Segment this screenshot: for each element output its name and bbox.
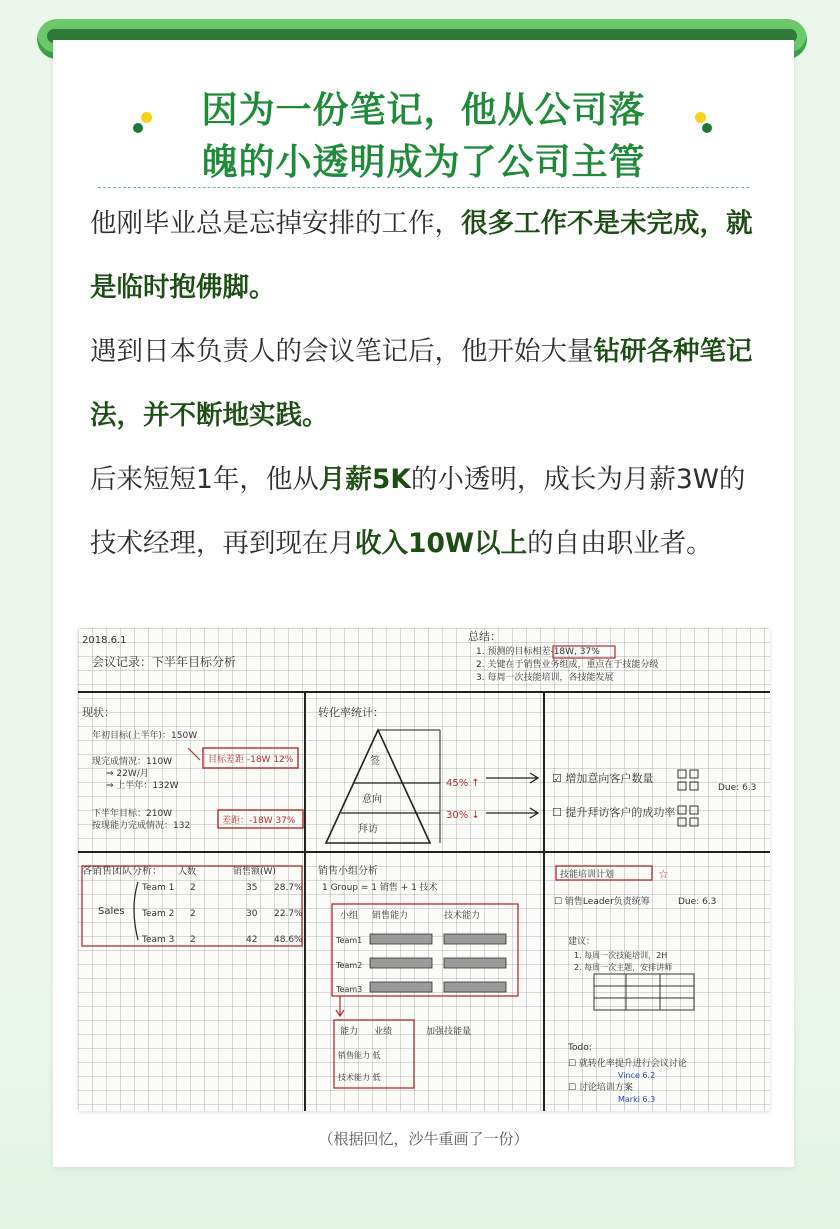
- notebook-status-line: ⇒ 上半年：132W: [106, 781, 179, 791]
- notebook-team-cell: 30: [246, 909, 258, 919]
- notebook-arrow: [486, 808, 538, 818]
- notebook-summary-item: 2. 关键在于销售业务组成，重点在于技能分级: [476, 660, 659, 670]
- paragraph-3-highlight-income: 收入10W以上: [355, 528, 528, 559]
- notebook-conversion-title: 转化率统计：: [318, 706, 384, 719]
- notebook-group-note: 1 Group = 1 销售 + 1 技术: [322, 883, 438, 893]
- article-body: [90, 192, 770, 576]
- notebook-pyramid-label: 意向: [362, 794, 382, 805]
- notebook-status-line: 下半年目标：210W: [92, 809, 173, 819]
- notebook-group-row-label: Team3: [336, 985, 363, 994]
- notebook-training-title: 技能培训计划: [560, 870, 615, 880]
- notebook-gap-1: 目标差距 -18W 12%: [208, 755, 294, 765]
- notebook-team-cell: Team 2: [142, 909, 175, 919]
- notebook-pyramid: [326, 730, 430, 843]
- notebook-group-header: 小组: [340, 911, 359, 921]
- notebook-training-item: ☐ 销售Leader负责统筹: [554, 897, 650, 907]
- notebook-todo-owner: Marki 6.3: [618, 1095, 656, 1104]
- notebook-ability-header: 业绩: [374, 1027, 393, 1037]
- notebook-group-bars: [370, 934, 506, 992]
- notebook-team-cell: 28.7%: [274, 883, 303, 893]
- notebook-todo-owner: Vince 6.2: [618, 1071, 656, 1080]
- notebook-due: Due: 6.3: [718, 783, 757, 793]
- notebook-pyramid-label: 拜访: [358, 824, 378, 835]
- notebook-arrow: [336, 996, 344, 1016]
- star-icon: ☆: [658, 867, 669, 881]
- notebook-team-cell: Team 1: [142, 883, 175, 893]
- dashed-divider: [98, 187, 749, 188]
- notebook-sketch: [78, 628, 770, 1111]
- paragraph-2-highlight: 钻研各种笔记法，并不断地实践。: [90, 336, 753, 431]
- notebook-team-cell: 48.6%: [274, 935, 303, 945]
- notebook-date: 2018.6.1: [82, 635, 127, 646]
- notebook-team-cell: 2: [190, 909, 196, 919]
- notebook-todo-item: ☐ 讨论培训方案: [568, 1083, 633, 1093]
- notebook-training-due: Due: 6.3: [678, 897, 717, 907]
- notebook-action: ☑ 增加意向客户数量: [552, 772, 654, 785]
- paragraph-2-text: 遇到日本负责人的会议笔记后，他开始大量: [90, 336, 594, 367]
- notebook-pyramid-label: 签: [370, 756, 380, 767]
- notebook-team-cell: 35: [246, 883, 258, 893]
- notebook-status-line: 按现能力完成情况：132: [92, 821, 191, 831]
- page-title: [53, 85, 794, 189]
- notebook-status-line: 年初目标(上半年)：150W: [92, 731, 198, 741]
- notebook-ability-row: 技术能力 低: [338, 1073, 381, 1082]
- notebook-suggest-line: 2. 每周一次主题，安排讲师: [574, 963, 673, 972]
- notebook-gap-2: 差距：-18W 37%: [222, 816, 296, 826]
- notebook-percent: 45% ↑: [446, 778, 480, 789]
- notebook-suggest-title: 建议：: [568, 937, 596, 947]
- paragraph-3-text-a: 后来短短1年，他从: [90, 464, 319, 495]
- notebook-mini-table: [594, 974, 694, 1010]
- paragraph-3: [90, 448, 770, 576]
- notebook-ability-row: 销售能力 低: [338, 1051, 381, 1060]
- notebook-group-rows: [335, 936, 362, 994]
- paragraph-3-text-c: 的自由职业者。: [527, 528, 713, 559]
- notebook-team-header: 人数: [178, 867, 197, 877]
- notebook-summary-item: 1. 预测的目标相差-18W, 37%: [476, 647, 600, 657]
- title-line-1: 因为一份笔记，他从公司落: [201, 90, 646, 131]
- notebook-todo-title: Todo:: [568, 1043, 592, 1053]
- notebook-team-cell: 22.7%: [274, 909, 303, 919]
- notebook-team-rows: [141, 883, 303, 945]
- notebook-arrow: [188, 748, 200, 760]
- notebook-status-title: 现状：: [82, 706, 115, 719]
- notebook-group-title: 销售小组分析: [318, 866, 378, 877]
- notebook-group-header: 销售能力: [372, 911, 409, 921]
- notebook-team-cell: Team 3: [142, 935, 175, 945]
- paragraph-3-highlight-salary: 月薪5K: [318, 464, 411, 495]
- notebook-team-cell: 2: [190, 935, 196, 945]
- notebook-team-title: 各销售团队分析：: [82, 866, 162, 877]
- image-caption: （根据回忆，沙牛重画了一份）: [318, 1130, 529, 1148]
- notebook-suggest-line: 1. 每周一次技能培训，2H: [574, 951, 668, 960]
- notebook-group-row-label: Team1: [336, 936, 363, 945]
- notebook-ability-header: 能力: [340, 1027, 359, 1037]
- notebook-action: ☐ 提升拜访客户的成功率: [552, 806, 676, 819]
- notebook-todo-item: ☐ 就转化率提升进行会议讨论: [568, 1059, 687, 1069]
- paragraph-1: [90, 192, 770, 320]
- notebook-photo: [78, 628, 770, 1111]
- notebook-percent: 30% ↓: [446, 810, 480, 821]
- notebook-brace: [134, 882, 138, 940]
- paragraph-1-highlight: 很多工作不是未完成，就是临时抱佛脚。: [90, 208, 753, 303]
- notebook-summary-item: 3. 每周一次技能培训，各技能发展: [476, 673, 614, 683]
- notebook-meeting-title: 会议记录：下半年目标分析: [92, 655, 237, 669]
- notebook-group-row-label: Team2: [336, 961, 363, 970]
- notebook-status-line: ⇒ 22W/月: [106, 769, 149, 779]
- notebook-doodle-boxes: [678, 770, 698, 826]
- paragraph-3-text-b: 的小透明，成长为月薪3W的技术经理，再到现在月: [90, 464, 746, 559]
- notebook-group-header: 技术能力: [444, 911, 481, 921]
- paragraph-1-text: 他刚毕业总是忘掉安排的工作，: [90, 208, 461, 239]
- notebook-team-cell: 42: [246, 935, 258, 945]
- paragraph-2: [90, 320, 770, 448]
- notebook-status-line: 现完成情况：110W: [92, 757, 173, 767]
- article-card: [53, 40, 794, 1167]
- notebook-arrow: [486, 773, 538, 783]
- title-line-2: 魄的小透明成为了公司主管: [201, 142, 646, 183]
- notebook-ability-side: 加强技能量: [426, 1027, 472, 1037]
- notebook-summary-title: 总结：: [468, 630, 501, 643]
- notebook-team-group: Sales: [98, 906, 125, 917]
- notebook-team-header: 销售额(W): [233, 867, 276, 877]
- notebook-team-cell: 2: [190, 883, 196, 893]
